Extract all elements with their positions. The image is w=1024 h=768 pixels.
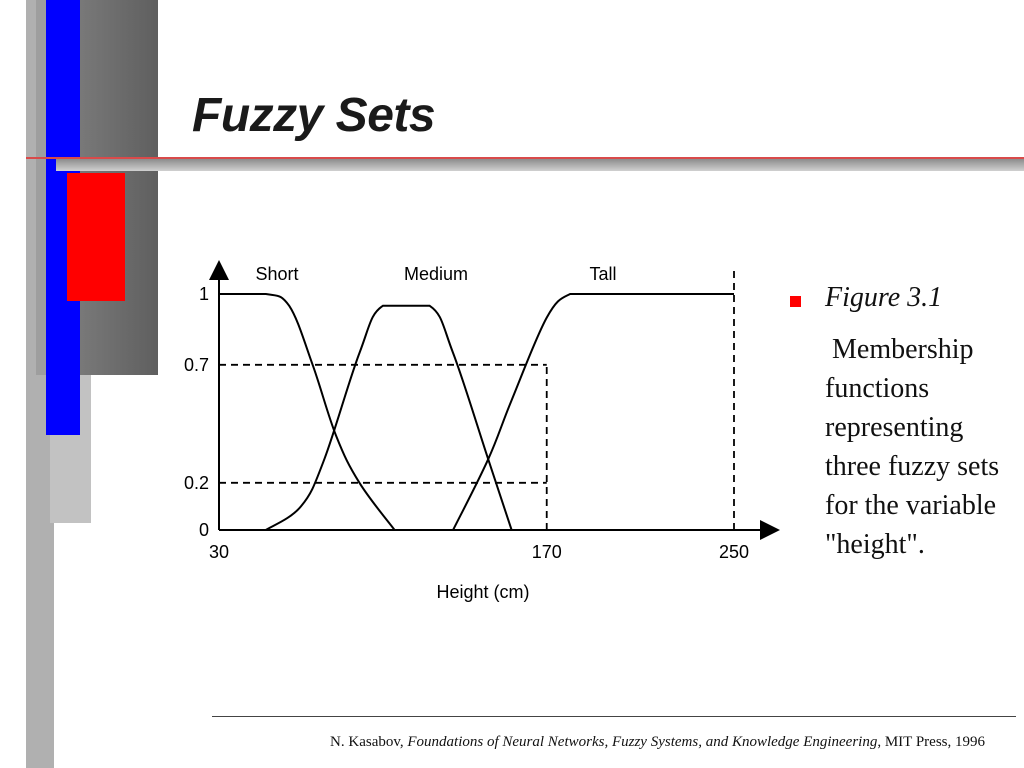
membership-chart (160, 250, 800, 610)
citation-publisher: , MIT Press, 1996 (877, 734, 985, 750)
x-tick-label: 30 (208, 542, 230, 562)
footer-rule (212, 716, 1016, 717)
bullet-square-icon (790, 296, 801, 307)
title-rule-gray (56, 159, 1024, 171)
slide-title: Fuzzy Sets (192, 89, 436, 142)
series-line-tall (453, 294, 734, 530)
deco-red-block (67, 173, 125, 301)
x-tick-label: 250 (718, 542, 750, 562)
citation (0, 734, 985, 751)
citation-author: N. Kasabov, (330, 734, 408, 750)
series-line-medium (266, 306, 512, 530)
series-label-tall: Tall (589, 264, 617, 284)
x-tick-label: 170 (531, 542, 562, 562)
x-axis-label: Height (cm) (436, 582, 530, 602)
citation-book-title: Foundations of Neural Networks, Fuzzy Systems, and Knowledge Engineering (407, 734, 878, 750)
series-label-short: Short (255, 264, 299, 284)
y-tick-label: 0.7 (183, 354, 209, 375)
series-label-medium: Medium (403, 264, 469, 284)
figure-description: Membership functions representing three fuzzy sets for the variable "height". (825, 334, 1007, 560)
y-tick-label: 0 (198, 520, 209, 540)
y-tick-label: 1 (198, 284, 209, 304)
y-tick-label: 0.2 (183, 472, 209, 493)
deco-gray-white-gap (36, 0, 46, 375)
figure-label: Figure 3.1 (825, 282, 943, 313)
